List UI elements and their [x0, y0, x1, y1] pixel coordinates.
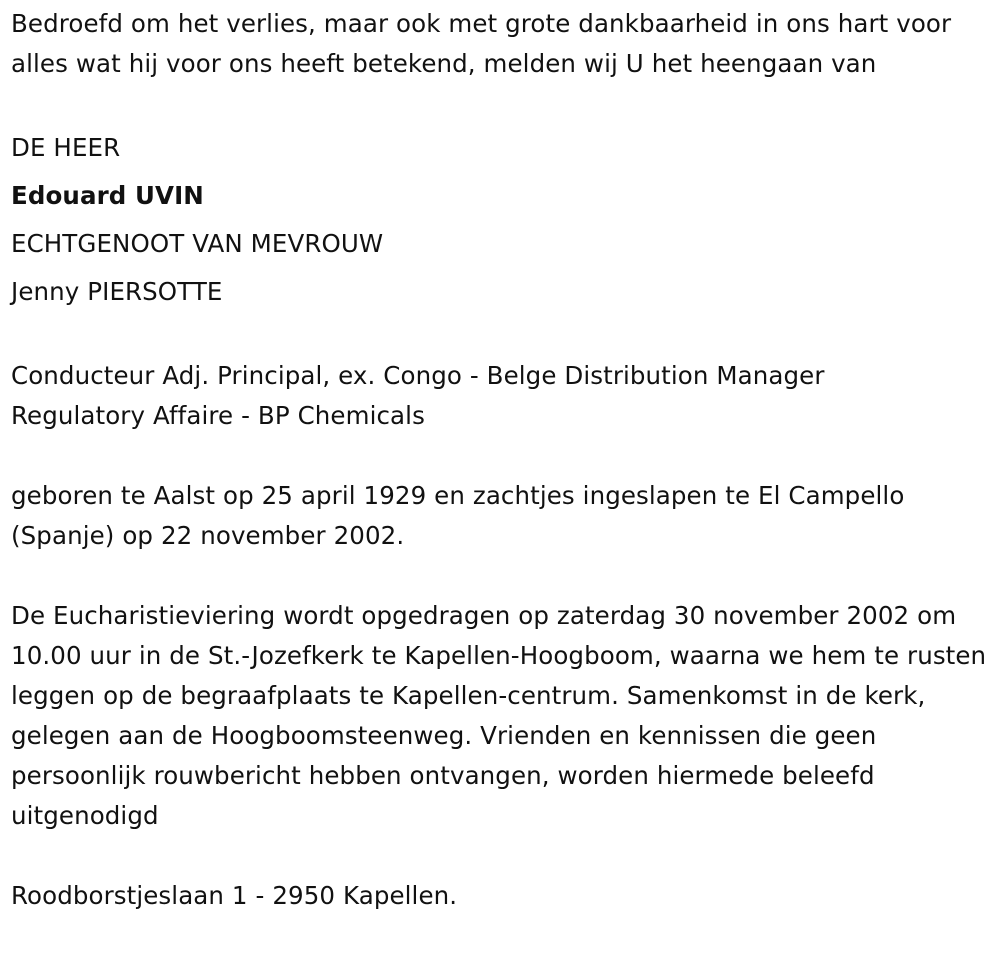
spouse-label: ECHTGENOOT VAN MEVROUW [11, 229, 384, 258]
spouse-name: Jenny PIERSOTTE [11, 277, 223, 306]
spacer [11, 556, 993, 596]
obituary-notice [11, 4, 993, 916]
address-line: Roodborstjeslaan 1 - 2950 Kapellen. [11, 881, 458, 910]
occupation-paragraph: Conducteur Adj. Principal, ex. Congo - Belge Distribution Manager Regulatory Affaire - BP Chemicals [11, 361, 825, 430]
honorific: DE HEER [11, 133, 121, 162]
intro-paragraph: Bedroefd om het verlies, maar ook met grote dankbaarheid in ons hart voor alles wat hij voor ons heeft betekend, melden wij U het heengaan van [11, 9, 952, 78]
deceased-name: Edouard UVIN [11, 181, 204, 210]
spacer [11, 436, 993, 476]
ceremony-paragraph: De Eucharistieviering wordt opgedragen op zaterdag 30 november 2002 om 10.00 uur in de St.-Jozefkerk te Kapellen-Hoogboom, waarna we hem te rusten leggen op de begraafplaats te Kapellen-centrum. Samenkomst in de kerk, gelegen aan de Hoogboomsteenweg. Vrienden en kennissen die geen persoonlijk rouwbericht hebben ontvangen, worden hiermede beleefd uitgenodigd [11, 601, 987, 830]
spacer [11, 836, 993, 876]
birth-death-paragraph: geboren te Aalst op 25 april 1929 en zachtjes ingeslapen te El Campello (Spanje) op 22 november 2002. [11, 481, 905, 550]
spacer [11, 316, 993, 356]
spacer [11, 84, 993, 124]
